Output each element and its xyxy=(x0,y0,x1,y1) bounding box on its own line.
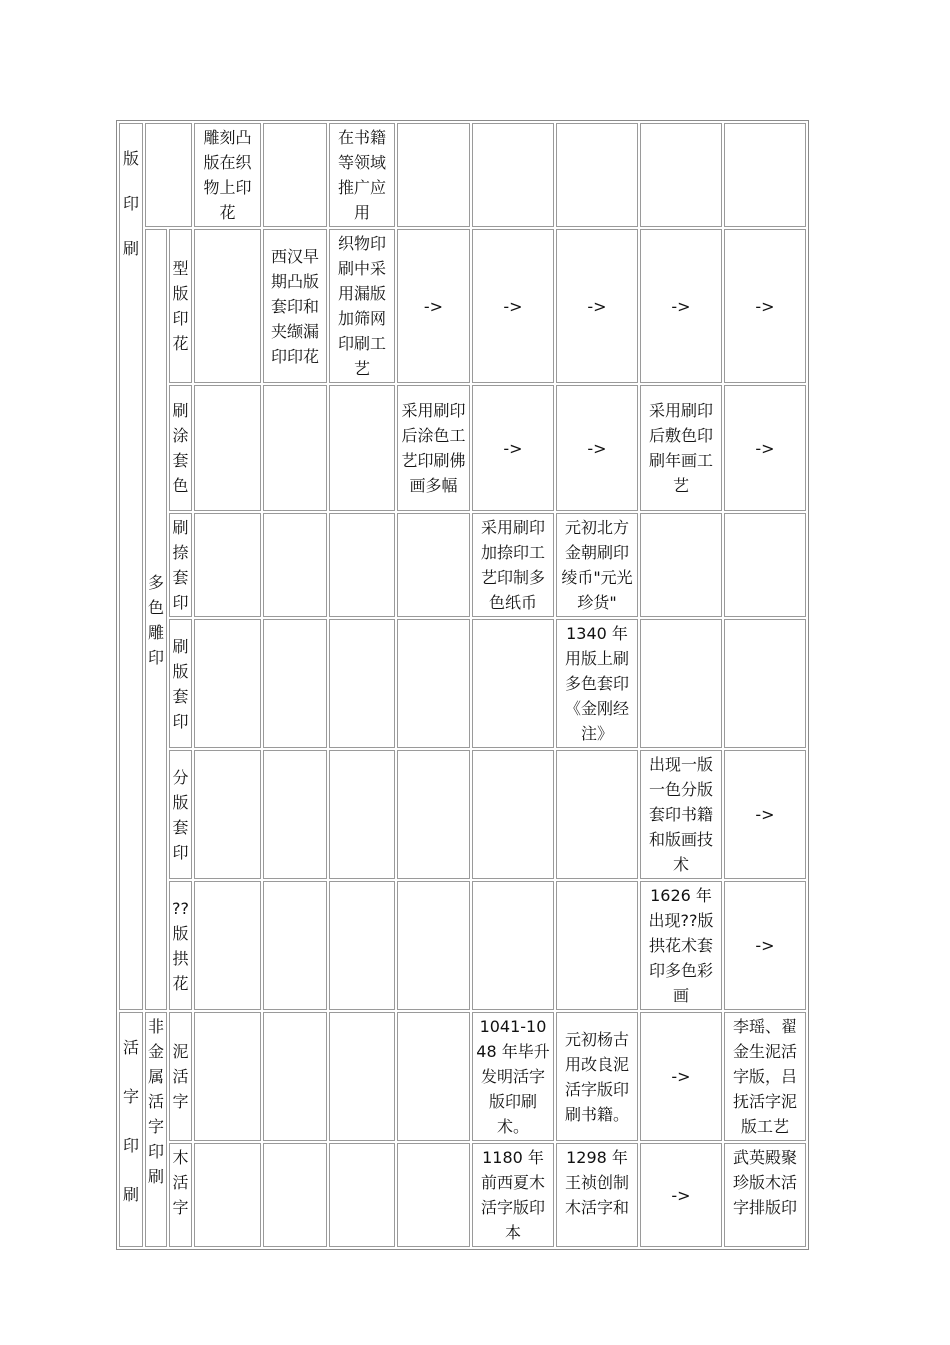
table-cell: -> xyxy=(397,229,470,383)
table-cell xyxy=(329,1143,395,1247)
section-label-huozi: 活 字 印 刷 xyxy=(119,1012,143,1247)
table-cell xyxy=(397,1012,470,1141)
row-label: 木活字 xyxy=(169,1143,192,1247)
row-label: 刷涂套色 xyxy=(169,385,192,511)
section-label-duose: 多 色 雕 印 xyxy=(145,229,167,1010)
table-cell xyxy=(329,750,395,879)
row-label: 刷版套印 xyxy=(169,619,192,748)
table-cell xyxy=(329,1012,395,1141)
table-cell xyxy=(194,513,261,617)
table-cell xyxy=(263,1143,327,1247)
table-cell: 元初北方金朝刷印绫币"元光珍货" xyxy=(556,513,638,617)
table-cell xyxy=(194,229,261,383)
table-cell: 采用刷印后敷色印刷年画工艺 xyxy=(640,385,722,511)
table-cell: 1626 年出现??版拱花术套印多色彩画 xyxy=(640,881,722,1010)
table-cell xyxy=(194,385,261,511)
table-row xyxy=(119,123,806,227)
table-cell xyxy=(194,1143,261,1247)
table-row xyxy=(119,385,806,511)
table-cell: -> xyxy=(640,1143,722,1247)
table-cell: -> xyxy=(724,881,806,1010)
table-cell xyxy=(724,619,806,748)
table-cell: 采用刷印加捺印工艺印制多色纸币 xyxy=(472,513,554,617)
table-cell xyxy=(194,881,261,1010)
table-cell: 1041-1048 年毕升发明活字版印刷术。 xyxy=(472,1012,554,1141)
table-cell xyxy=(472,123,554,227)
table-cell xyxy=(556,123,638,227)
table-cell: 元初杨古用改良泥活字版印刷书籍。 xyxy=(556,1012,638,1141)
table-cell xyxy=(145,123,192,227)
table-cell: -> xyxy=(640,1012,722,1141)
table-cell xyxy=(397,750,470,879)
table-cell: 1180 年前西夏木活字版印本 xyxy=(472,1143,554,1247)
table-cell: 1298 年王祯创制木活字和 xyxy=(556,1143,638,1247)
table-cell: 出现一版一色分版套印书籍和版画技术 xyxy=(640,750,722,879)
row-label: 分版套印 xyxy=(169,750,192,879)
printing-history-table xyxy=(116,120,809,1250)
table-cell: 1340 年用版上刷多色套印《金刚经注》 xyxy=(556,619,638,748)
table-row xyxy=(119,619,806,748)
section-label-banyin: 版 印 刷 xyxy=(119,123,143,1010)
table-row xyxy=(119,1012,806,1141)
table-cell xyxy=(194,1012,261,1141)
table-cell xyxy=(640,123,722,227)
row-label: 型版印花 xyxy=(169,229,192,383)
table-cell: -> xyxy=(556,385,638,511)
table-cell xyxy=(556,750,638,879)
table-cell xyxy=(397,1143,470,1247)
table-cell xyxy=(329,619,395,748)
table-row xyxy=(119,229,806,383)
table-cell: 李瑶、翟金生泥活字版，吕抚活字泥版工艺 xyxy=(724,1012,806,1141)
row-label: 泥活字 xyxy=(169,1012,192,1141)
table-cell xyxy=(640,619,722,748)
table-cell xyxy=(472,750,554,879)
table-cell: -> xyxy=(556,229,638,383)
table-cell: -> xyxy=(472,229,554,383)
table-cell xyxy=(263,881,327,1010)
table-cell: -> xyxy=(640,229,722,383)
table-cell: 武英殿聚珍版木活字排版印 xyxy=(724,1143,806,1247)
table-cell xyxy=(724,513,806,617)
table-cell xyxy=(329,385,395,511)
table-cell: 雕刻凸版在织物上印花 xyxy=(194,123,261,227)
table-cell xyxy=(397,619,470,748)
table-cell xyxy=(640,513,722,617)
table-cell: 采用刷印后涂色工艺印刷佛画多幅 xyxy=(397,385,470,511)
table-cell: 织物印刷中采用漏版加筛网印刷工艺 xyxy=(329,229,395,383)
table-row xyxy=(119,513,806,617)
section-label-feijin: 非金属活字印刷 xyxy=(145,1012,167,1247)
table-cell xyxy=(724,123,806,227)
table-cell xyxy=(194,750,261,879)
table-row xyxy=(119,1143,806,1247)
table-cell xyxy=(263,619,327,748)
table-cell: 西汉早期凸版套印和夹缬漏印印花 xyxy=(263,229,327,383)
table-cell: 在书籍等领域推广应用 xyxy=(329,123,395,227)
table-cell: -> xyxy=(724,385,806,511)
table-cell: -> xyxy=(724,750,806,879)
table-cell xyxy=(194,619,261,748)
row-label: ??版拱花 xyxy=(169,881,192,1010)
table-cell xyxy=(263,750,327,879)
table-cell xyxy=(263,1012,327,1141)
table-cell xyxy=(397,123,470,227)
table-row xyxy=(119,881,806,1010)
table-cell xyxy=(263,385,327,511)
table-cell xyxy=(397,513,470,617)
table-cell xyxy=(472,881,554,1010)
table-cell xyxy=(329,513,395,617)
table-cell xyxy=(263,123,327,227)
row-label: 刷捺套印 xyxy=(169,513,192,617)
table-cell xyxy=(397,881,470,1010)
table-cell xyxy=(329,881,395,1010)
table-cell xyxy=(556,881,638,1010)
table-cell xyxy=(472,619,554,748)
table-cell: -> xyxy=(472,385,554,511)
table-cell: -> xyxy=(724,229,806,383)
table-cell xyxy=(263,513,327,617)
table-row xyxy=(119,750,806,879)
